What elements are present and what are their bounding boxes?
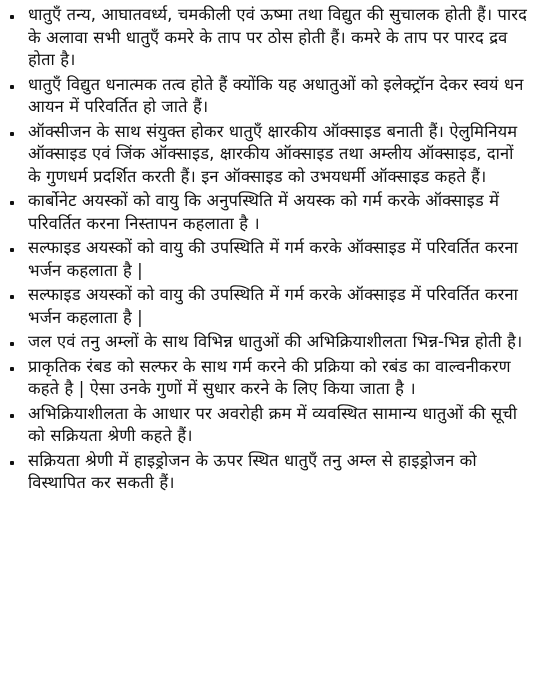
list-item-text: सल्फाइड अयस्कों को वायु की उपस्थिति में गर्म करके ऑक्साइड में परिवर्तित करना भर्जन कहलाता है | (28, 238, 519, 280)
list-item-text: कार्बोनेट अयस्कों को वायु कि अनुपस्थिति में अयस्क को गर्म करके ऑक्साइड में परिवर्तित करना निस्तापन कहलाता है । (28, 191, 500, 233)
list-item (2, 121, 527, 189)
bullet-dot-icon (10, 132, 14, 136)
bullet-dot-icon (10, 367, 14, 371)
list-item-text: जल एवं तनु अम्लों के साथ विभिन्न धातुओं की अभिक्रियाशीलता भिन्न-भिन्न होती है। (28, 332, 523, 351)
bullet-dot-icon (10, 295, 14, 299)
list-item (2, 403, 527, 448)
bullet-dot-icon (10, 414, 14, 418)
bullet-dot-icon (10, 248, 14, 252)
bullet-list (2, 4, 527, 495)
list-item-text: धातुएँ विद्युत धनात्मक तत्व होते हैं क्योंकि यह अधातुओं को इलेक्ट्रॉन देकर स्वयं धन आयन में परिवर्तित हो जाते हैं। (28, 74, 524, 116)
list-item (2, 356, 527, 401)
list-item-text: सल्फाइड अयस्कों को वायु की उपस्थिति में गर्म करके ऑक्साइड में परिवर्तित करना भर्जन कहलाता है | (28, 285, 519, 327)
list-item (2, 284, 527, 329)
list-item (2, 450, 527, 495)
list-item (2, 190, 527, 235)
bullet-dot-icon (10, 201, 14, 205)
list-item-text: सक्रियता श्रेणी में हाइड्रोजन के ऊपर स्थित धातुएँ तनु अम्ल से हाइड्रोजन को विस्थापित कर सकती हैं। (28, 450, 477, 492)
list-item-text: अभिक्रियाशीलता के आधार पर अवरोही क्रम में व्यवस्थित सामान्य धातुओं की सूची को सक्रियता श्रेणी कहते हैं। (28, 403, 518, 445)
list-item (2, 4, 527, 72)
list-item-text: प्राकृतिक रंबड को सल्फर के साथ गर्म करने की प्रक्रिया को रबंड का वाल्वनीकरण कहते है | ऐसा उनके गुणों में सुधार करने के लिए किया जाता है । (28, 356, 511, 398)
bullet-dot-icon (10, 15, 14, 19)
list-item (2, 331, 527, 354)
bullet-dot-icon (10, 85, 14, 89)
list-item-text: ऑक्सीजन के साथ संयुक्त होकर धातुएँ क्षारकीय ऑक्साइड बनाती हैं। ऐलुमिनियम ऑक्साइड एवं जिंक ऑक्साइड, क्षारकीय ऑक्साइड तथा अम्लीय ऑक्साइड, दानों के गुणधर्म प्रदर्शित करती हैं। इन ऑक्साइड को उभयधर्मी ऑक्साइड कहते हैं। (28, 121, 518, 186)
list-item (2, 74, 527, 119)
bullet-dot-icon (10, 342, 14, 346)
list-item (2, 237, 527, 282)
bullet-dot-icon (10, 461, 14, 465)
list-item-text: धातुएँ तन्य, आघातवर्ध्य, चमकीली एवं ऊष्मा तथा विद्युत की सुचालक होती हैं। पारद के अलावा सभी धातुएँ कमरे के ताप पर ठोस होती हैं। कमरे के ताप पर पारद द्रव होता है। (28, 5, 527, 69)
